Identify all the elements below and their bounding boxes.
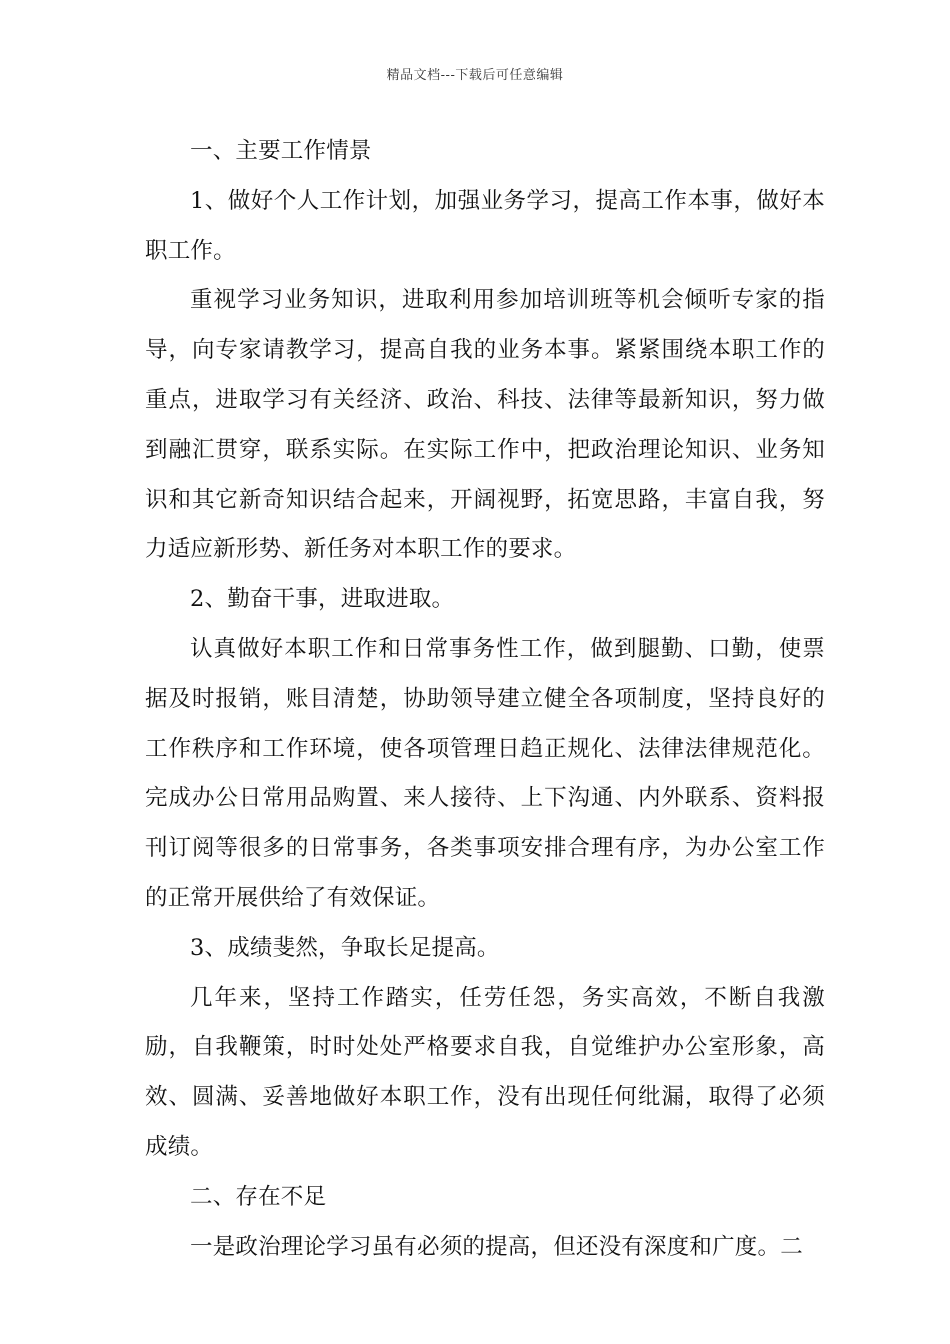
document-body (145, 127, 825, 1272)
body-paragraph: 几年来，坚持工作踏实，任劳任怨，务实高效，不断自我激励，自我鞭策，时时处处严格要求自我，自觉维护办公室形象，高效、圆满、妥善地做好本职工作，没有出现任何纰漏，取得了必须成绩。 (145, 984, 825, 1160)
item-heading-1: 1、做好个人工作计划，加强业务学习，提高工作本事，做好本职工作。 (145, 187, 825, 264)
item-heading-2: 2、勤奋干事，进取进取。 (190, 586, 455, 613)
body-paragraph: 一是政治理论学习虽有必须的提高，但还没有深度和广度。二 (190, 1233, 803, 1260)
section-heading-shortcomings: 二、存在不足 (190, 1183, 327, 1210)
page-header: 精品文档---下载后可任意编辑 (386, 68, 564, 83)
section-heading-main-work: 一、主要工作情景 (190, 138, 372, 164)
item-heading-3: 3、成绩斐然，争取长足提高。 (190, 934, 500, 961)
body-paragraph: 重视学习业务知识，进取利用参加培训班等机会倾听专家的指导，向专家请教学习，提高自我的业务本事。紧紧围绕本职工作的重点，进取学习有关经济、政治、科技、法律等最新知识，努力做到融汇贯穿，联系实际。在实际工作中，把政治理论知识、业务知识和其它新奇知识结合起来，开阔视野，拓宽思路，丰富自我，努力适应新形势、新任务对本职工作的要求。 (145, 287, 825, 563)
body-paragraph: 认真做好本职工作和日常事务性工作，做到腿勤、口勤，使票据及时报销，账目清楚，协助领导建立健全各项制度，坚持良好的工作秩序和工作环境，使各项管理日趋正规化、法律法律规范化。完成办公日常用品购置、来人接待、上下沟通、内外联系、资料报刊订阅等很多的日常事务，各类事项安排合理有序，为办公室工作的正常开展供给了有效保证。 (145, 635, 825, 911)
